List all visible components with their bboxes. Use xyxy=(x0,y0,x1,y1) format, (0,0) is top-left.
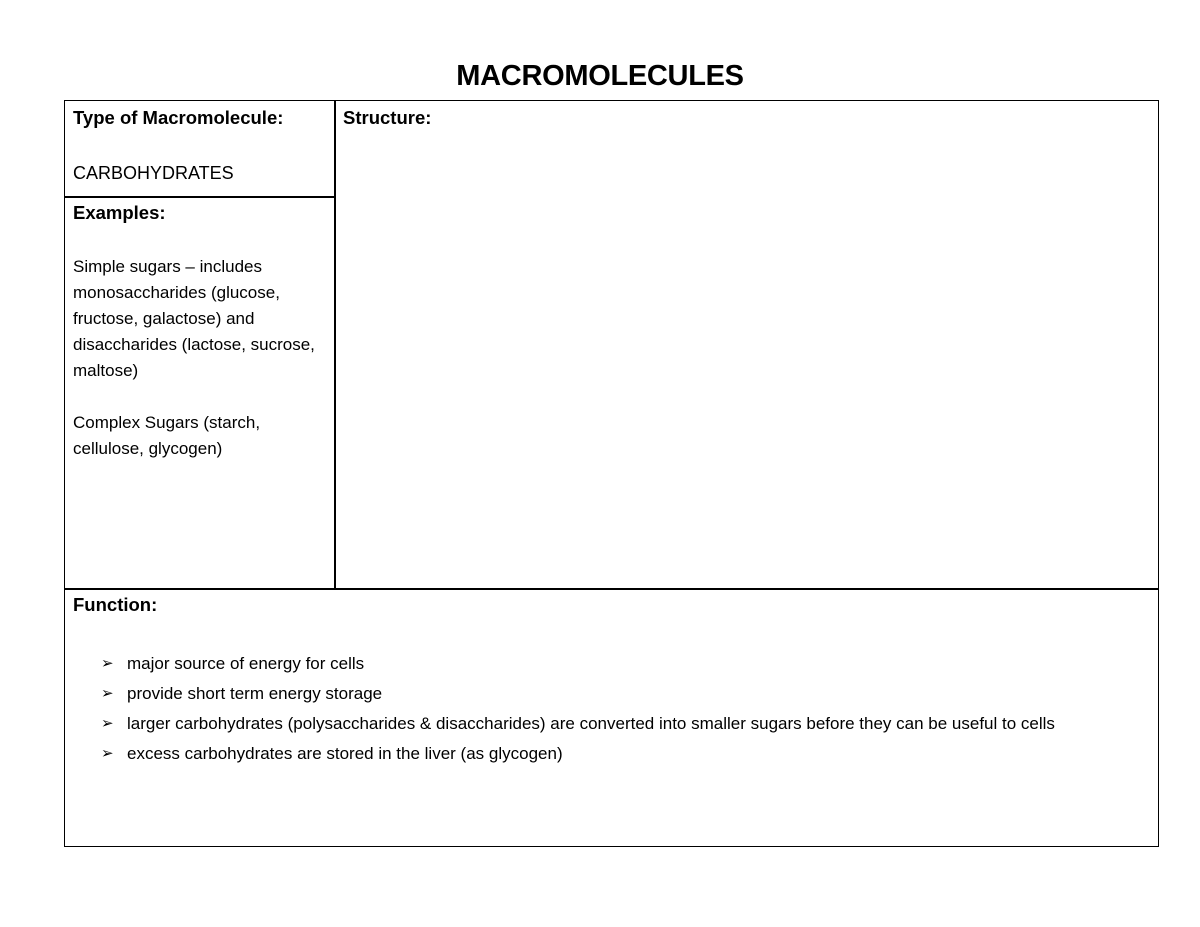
list-item xyxy=(65,709,1150,739)
structure-cell xyxy=(334,100,1159,590)
type-value: CARBOHYDRATES xyxy=(73,163,234,183)
examples-body xyxy=(73,254,323,488)
list-item xyxy=(65,649,1150,679)
page-title: MACROMOLECULES xyxy=(456,60,744,92)
structure-heading: Structure: xyxy=(343,107,432,128)
arrow-bullet-icon: ➢ xyxy=(101,655,114,672)
function-item-text: provide short term energy storage xyxy=(127,684,383,703)
function-list xyxy=(65,649,1150,769)
type-heading: Type of Macromolecule: xyxy=(73,107,284,128)
function-heading: Function: xyxy=(73,594,158,615)
examples-cell xyxy=(64,196,336,590)
function-item-text: excess carbohydrates are stored in the liver (as glycogen) xyxy=(127,744,563,763)
list-item xyxy=(65,739,1150,769)
function-item-text: larger carbohydrates (polysaccharides & disaccharides) are converted into smaller sugars before they can be useful to cells xyxy=(127,714,1055,733)
examples-paragraph-simple-sugars: Simple sugars – includes monosaccharides (glucose, fructose, galactose) and disaccharides (lactose, sucrose, maltose) xyxy=(73,257,315,380)
list-item xyxy=(65,679,1150,709)
type-of-macromolecule-cell xyxy=(64,100,336,198)
arrow-bullet-icon: ➢ xyxy=(101,745,114,762)
function-item-text: major source of energy for cells xyxy=(127,654,365,673)
examples-paragraph-complex-sugars: Complex Sugars (starch, cellulose, glycogen) xyxy=(73,413,261,458)
arrow-bullet-icon: ➢ xyxy=(101,685,114,702)
arrow-bullet-icon: ➢ xyxy=(101,715,114,732)
function-cell xyxy=(64,588,1159,847)
examples-heading: Examples: xyxy=(73,202,166,223)
